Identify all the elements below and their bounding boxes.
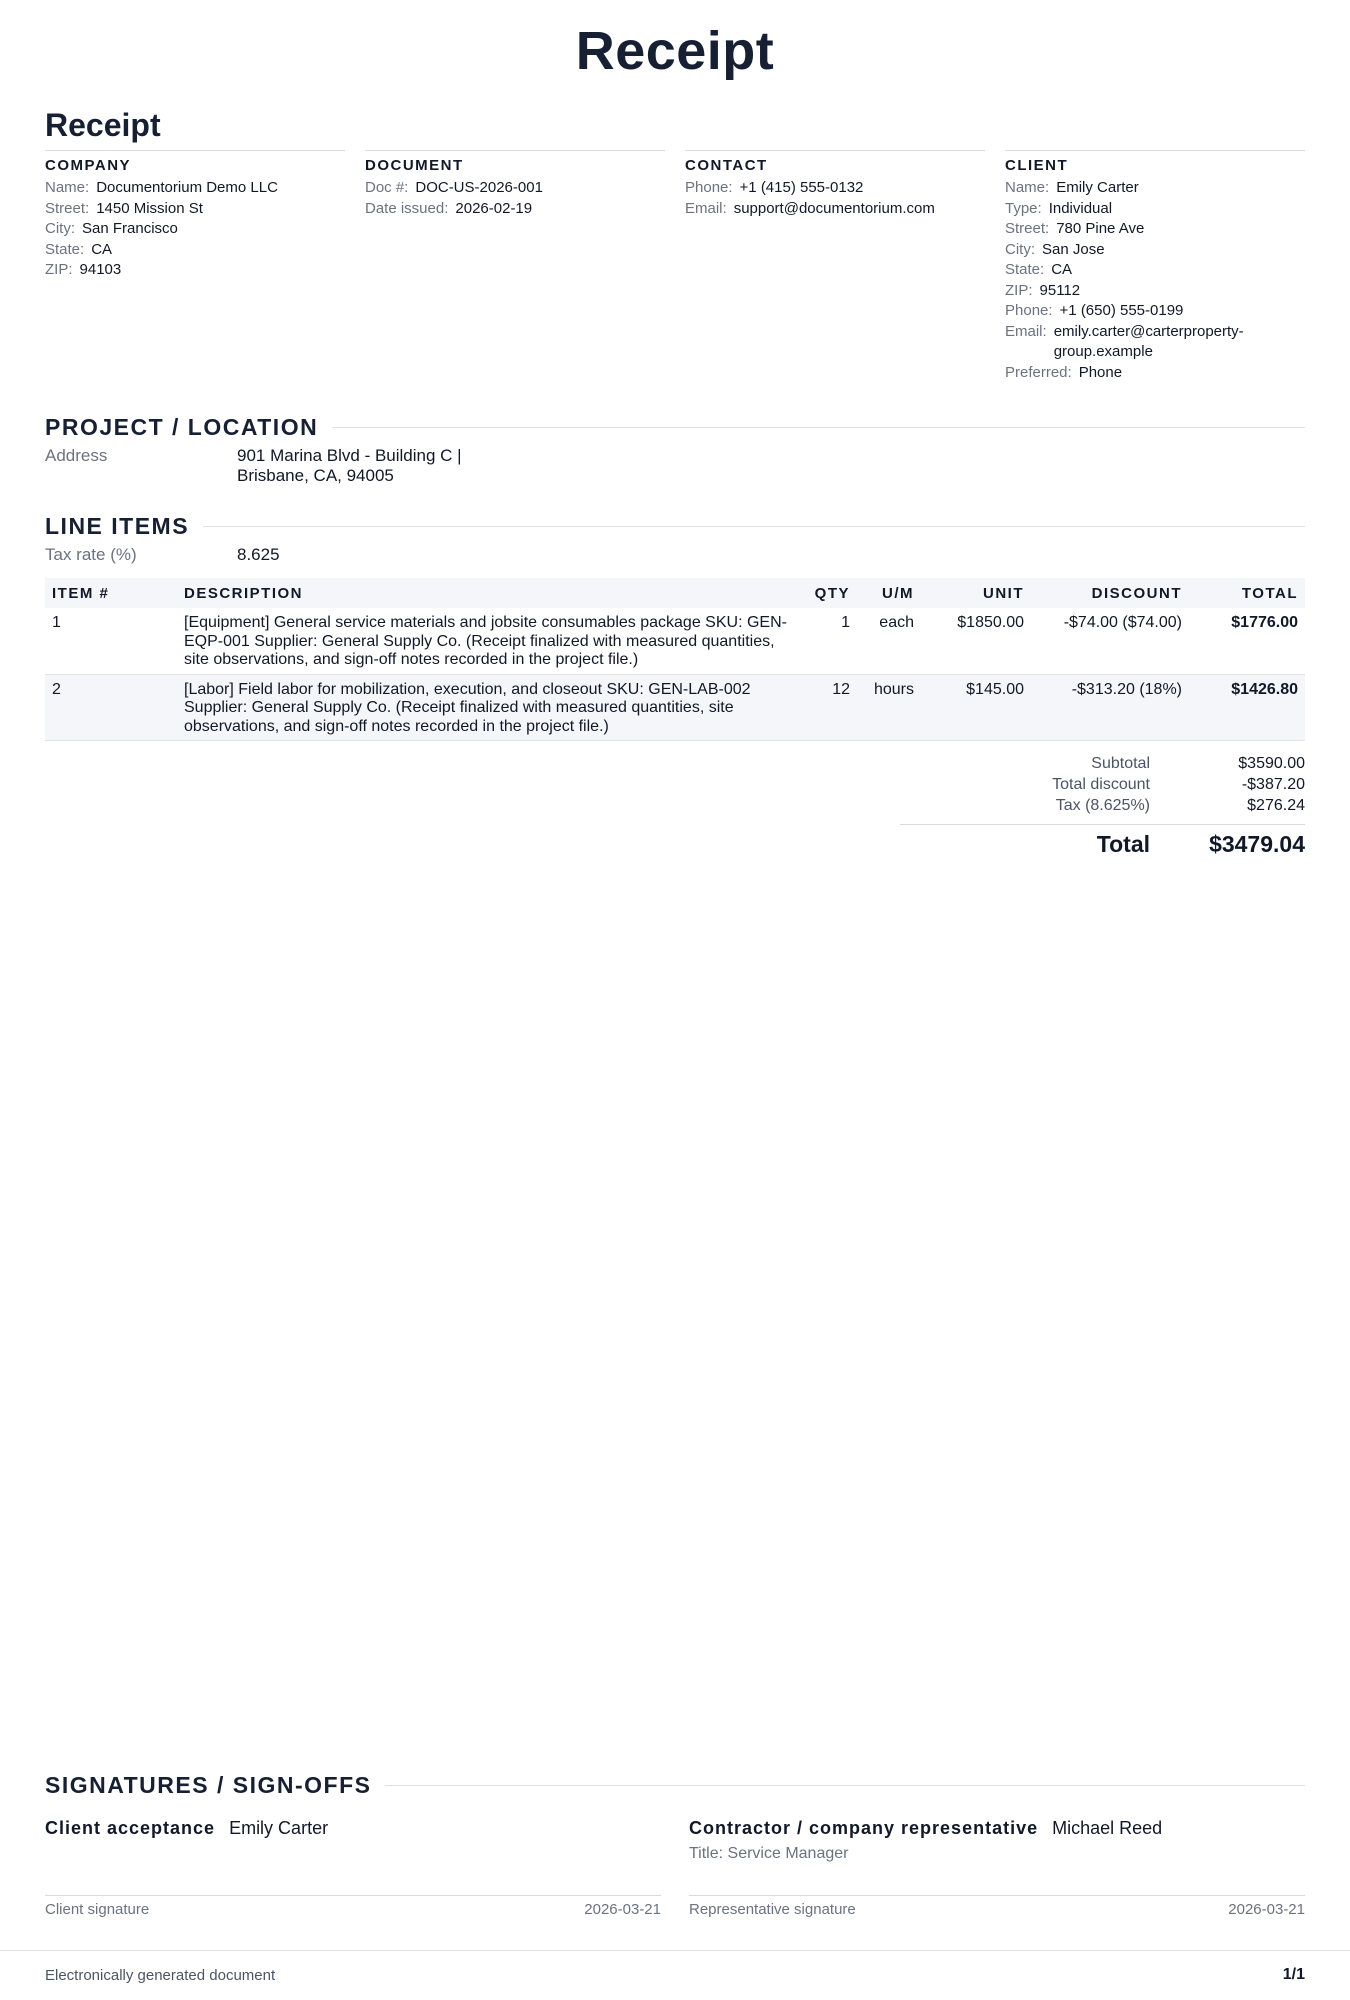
address-line-1: 901 Marina Blvd - Building C | [237, 446, 462, 465]
tax-row [900, 795, 1305, 816]
column-header-item: ITEM # [52, 585, 110, 602]
item-unit-price: $1850.00 [957, 614, 1024, 631]
project-section-title: PROJECT / LOCATION [45, 414, 319, 440]
field-label: Doc #: [365, 179, 409, 196]
line-items-section-heading [45, 513, 1305, 540]
field-value: CA [91, 240, 113, 258]
field-value: CA [1051, 261, 1073, 278]
address-value [237, 446, 462, 486]
divider [332, 427, 1305, 428]
project-section-heading [45, 414, 1305, 441]
column-header-unit: UNIT [983, 585, 1024, 602]
column-header-um: U/M [882, 585, 914, 602]
field-label: Phone: [1005, 302, 1053, 319]
grand-total-row [900, 824, 1305, 858]
field-row [1005, 240, 1305, 261]
field-label: Date issued: [365, 199, 449, 217]
contractor-title: Title: Service Manager [689, 1845, 849, 1862]
company-title: COMPANY [45, 157, 132, 174]
table-row [45, 608, 1305, 674]
item-discount: -$313.20 (18%) [1071, 680, 1182, 698]
signatures-section-title: SIGNATURES / SIGN-OFFS [45, 1772, 372, 1798]
field-label: Street: [45, 199, 90, 217]
field-label: Name: [1005, 179, 1050, 196]
field-value: Documentorium Demo LLC [96, 179, 278, 196]
contractor-signer-name: Michael Reed [1052, 1818, 1163, 1838]
client-title: CLIENT [1005, 157, 1069, 174]
page-title: Receipt [575, 21, 775, 81]
client-signature-block [45, 1818, 661, 1918]
field-value: 1450 Mission St [96, 199, 203, 217]
client-signer-name: Emily Carter [229, 1818, 329, 1838]
field-row [45, 240, 345, 261]
subtotal-label: Subtotal [1091, 755, 1150, 772]
field-value: +1 (650) 555-0199 [1059, 302, 1184, 319]
company-fields [45, 178, 345, 281]
field-row [1005, 363, 1305, 384]
field-label: Email: [1005, 322, 1047, 340]
table-row [45, 674, 1305, 741]
field-value: 2026-02-19 [455, 199, 533, 217]
field-value: 94103 [79, 261, 122, 278]
document-fields [365, 178, 665, 219]
grand-total-label: Total [1096, 831, 1150, 857]
field-row [1005, 178, 1305, 199]
item-discount: -$74.00 ($74.00) [1063, 614, 1182, 631]
contractor-signature-date: 2026-03-21 [1228, 1901, 1305, 1918]
item-um: each [879, 614, 914, 631]
item-qty: 12 [832, 680, 850, 698]
field-row [1005, 199, 1305, 220]
field-label: City: [45, 220, 75, 237]
contact-title: CONTACT [685, 157, 768, 174]
document-title: DOCUMENT [365, 157, 464, 174]
client-signature-date: 2026-03-21 [584, 1901, 661, 1918]
field-value: Phone [1078, 363, 1123, 381]
contact-block [685, 150, 985, 383]
field-value: Individual [1048, 199, 1113, 217]
field-value: San Francisco [82, 220, 178, 237]
address-label: Address [45, 446, 108, 465]
page-footer [0, 1950, 1350, 1984]
item-total: $1776.00 [1231, 614, 1298, 631]
field-label: State: [45, 240, 85, 258]
item-description: [Equipment] General service materials and jobsite consumables package SKU: GEN-EQP-001 Supplier: General Supply Co. (Receipt finalized with measured quantities, site observations, and sign-off notes recorded in the project file.) [184, 614, 787, 668]
field-value: +1 (415) 555-0132 [739, 179, 864, 196]
tax-rate-row [45, 545, 280, 565]
field-row [45, 260, 345, 281]
item-description: [Labor] Field labor for mobilization, execution, and closeout SKU: GEN-LAB-002 Supplier: General Supply Co. (Receipt finalized with measured quantities, site observations, and sign-off notes recorded in the project file.) [184, 680, 751, 735]
line-items-section-title: LINE ITEMS [45, 513, 190, 539]
item-um: hours [873, 680, 914, 698]
field-row [45, 178, 345, 199]
table-header-row [45, 578, 1305, 608]
project-address-row [45, 446, 462, 486]
tax-rate-label: Tax rate (%) [45, 545, 137, 564]
company-block [45, 150, 345, 383]
item-total: $1426.80 [1231, 680, 1298, 698]
column-header-total: TOTAL [1241, 585, 1298, 602]
field-row [365, 199, 665, 220]
contact-fields [685, 178, 985, 219]
tax-value: $276.24 [1247, 797, 1305, 814]
field-value: 95112 [1039, 281, 1081, 299]
divider [203, 526, 1305, 527]
contractor-signature-label: Representative signature [689, 1901, 856, 1918]
discount-label: Total discount [1052, 776, 1150, 793]
field-row [1005, 301, 1305, 322]
item-unit-price: $145.00 [966, 680, 1024, 698]
item-qty: 1 [841, 614, 850, 631]
contractor-role: Contractor / company representative [689, 1818, 1039, 1838]
line-items-table [45, 578, 1305, 741]
subtotal-row [900, 753, 1305, 774]
page-number: 1/1 [1282, 1966, 1305, 1983]
field-value: emily.carter@carterproperty-group.example [1053, 322, 1244, 360]
address-line-2: Brisbane, CA, 94005 [237, 466, 394, 485]
field-row [1005, 219, 1305, 240]
divider [385, 1785, 1305, 1786]
discount-row [900, 774, 1305, 795]
item-number: 1 [52, 614, 61, 631]
client-fields [1005, 178, 1305, 383]
contractor-signature-block [689, 1818, 1305, 1918]
field-value: 780 Pine Ave [1056, 220, 1145, 237]
field-row [685, 199, 985, 220]
field-label: Name: [45, 179, 90, 196]
tax-label: Tax (8.625%) [1055, 797, 1150, 814]
client-block [1005, 150, 1305, 383]
document-block [365, 150, 665, 383]
field-label: Preferred: [1005, 363, 1072, 381]
field-label: Email: [685, 199, 727, 217]
field-value: Emily Carter [1056, 179, 1139, 196]
field-label: Phone: [685, 179, 733, 196]
field-row [1005, 260, 1305, 281]
grand-total-value: $3479.04 [1209, 831, 1305, 857]
client-role: Client acceptance [45, 1818, 216, 1838]
field-value: support@documentorium.com [733, 199, 935, 217]
footer-note: Electronically generated document [45, 1967, 276, 1984]
signatures-section-heading [45, 1772, 1305, 1799]
client-signature-line [45, 1895, 661, 1918]
field-row [685, 178, 985, 199]
field-value: DOC-US-2026-001 [415, 179, 543, 196]
field-row [45, 199, 345, 220]
tax-rate-value: 8.625 [237, 545, 280, 564]
document-heading: Receipt [45, 107, 161, 143]
field-row [45, 219, 345, 240]
field-label: City: [1005, 240, 1035, 258]
field-row [365, 178, 665, 199]
field-label: ZIP: [45, 261, 73, 278]
contractor-signature-line [689, 1895, 1305, 1918]
column-header-discount: DISCOUNT [1091, 585, 1182, 602]
field-row [1005, 322, 1305, 363]
column-header-qty: QTY [814, 585, 850, 602]
client-signature-header [45, 1818, 661, 1839]
subtotal-value: $3590.00 [1238, 755, 1305, 772]
column-header-description: DESCRIPTION [184, 585, 304, 602]
discount-value: -$387.20 [1241, 776, 1305, 793]
field-row [1005, 281, 1305, 302]
field-label: Type: [1005, 199, 1042, 217]
field-label: Street: [1005, 220, 1050, 237]
contractor-signature-header [689, 1818, 1305, 1839]
field-label: State: [1005, 261, 1045, 278]
client-signature-label: Client signature [45, 1901, 150, 1918]
item-number: 2 [52, 680, 61, 698]
info-grid [45, 150, 1305, 383]
totals-block [900, 753, 1305, 858]
field-label: ZIP: [1005, 281, 1033, 299]
field-value: San Jose [1042, 240, 1105, 258]
